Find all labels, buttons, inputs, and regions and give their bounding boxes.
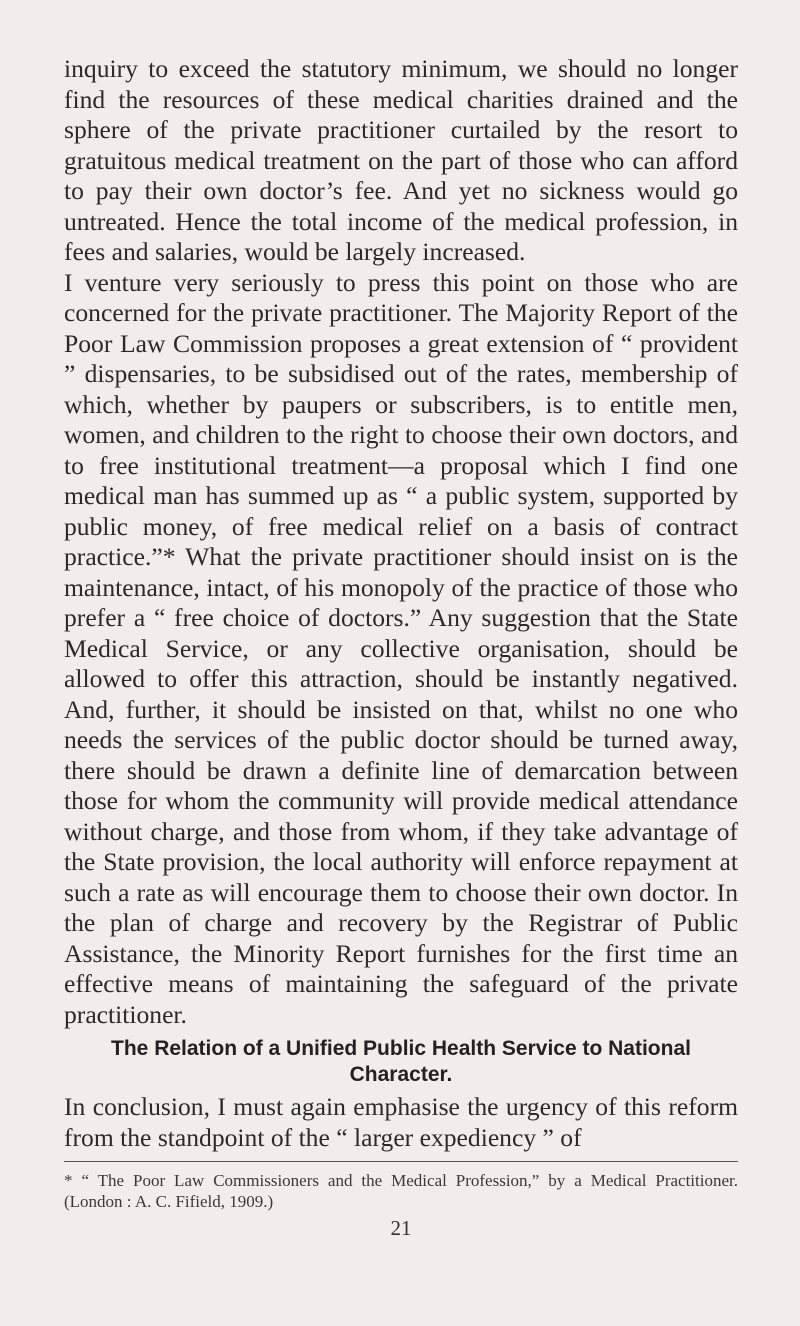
body-paragraph-1: inquiry to exceed the statutory minimum, we should no longer find the resources of these medical charities drained and the sphere of the private practitioner curtailed by the resort to gratuitous medical treatment on the part of those who can afford to pay their own doctor’s fee. And yet no sickness would go untreated. Hence the total income of the medical profession, in fees and salaries, would be largely increased. — [64, 54, 738, 266]
footnote: * “ The Poor Law Commissioners and the Medical Profession,” by a Medical Practitioner. (London : A. C. Fifield, 1909.) — [64, 1171, 738, 1211]
section-heading: The Relation of a Unified Public Health Service to National Character. — [111, 1037, 691, 1086]
body-paragraph-2: I venture very seriously to press this point on those who are concerned for the private practitioner. The Majority Report of the Poor Law Commission proposes a great extension of “ provident ” dispensaries, to be subsidised out of the rates, membership of which, whether by paupers or subscribers, is to entitle men, women, and children to the right to choose their own doctors, and to free institutional treatment—a proposal which I find one medical man has summed up as “ a public system, supported by public money, of free medical relief on a basis of contract practice.”* What the private practitioner should insist on is the maintenance, intact, of his monopoly of the practice of those who prefer a “ free choice of doctors.” Any suggestion that the State Medical Service, or any collective organisation, should be allowed to offer this attraction, should be instantly negatived. And, further, it should be insisted on that, whilst no one who needs the services of the public doctor should be turned away, there should be drawn a definite line of demarcation between those for whom the community will provide medical attendance without charge, and those from whom, if they take advantage of the State provision, the local authority will enforce repayment at such a rate as will encourage them to choose their own doctor. In the plan of charge and recovery by the Registrar of Public Assistance, the Minority Report furnishes for the first time an effective means of maintaining the safeguard of the private practitioner. — [64, 267, 738, 1029]
footnote-divider — [64, 1161, 738, 1162]
page-number: 21 — [390, 1216, 412, 1240]
closing-paragraph: In conclusion, I must again emphasise the urgency of this reform from the standpoint of the “ larger expediency ” of — [64, 1092, 738, 1152]
